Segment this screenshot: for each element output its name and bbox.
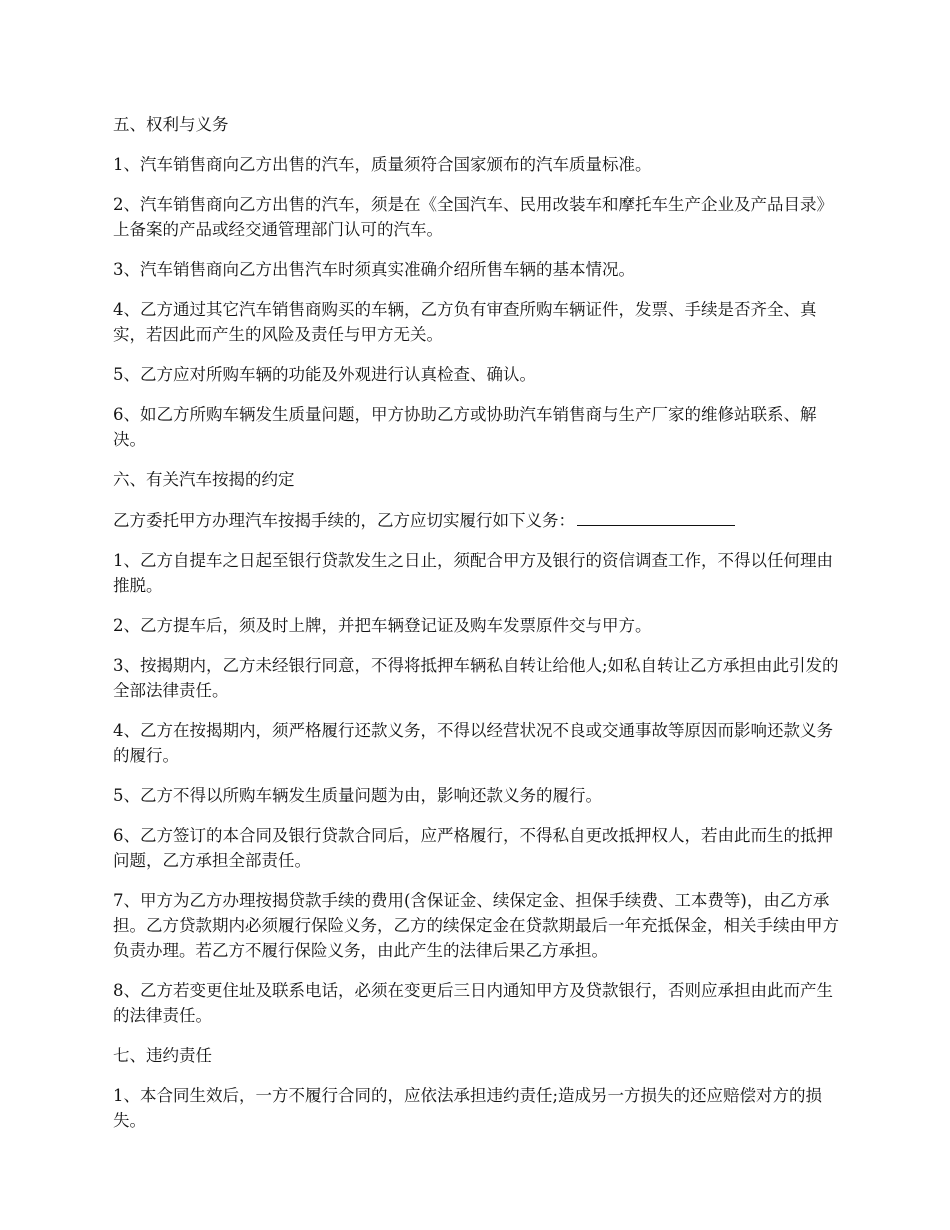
clause-5-6: 6、如乙方所购车辆发生质量问题，甲方协助乙方或协助汽车销售商与生产厂家的维修站联系、解决。 xyxy=(113,405,817,449)
section-heading-rights-obligations: 五、权利与义务 xyxy=(113,115,229,134)
document-body xyxy=(113,112,839,1148)
clause-7-1: 1、本合同生效后，一方不履行合同的，应依法承担违约责任;造成另一方损失的还应赔偿对方的损失。 xyxy=(113,1086,823,1130)
mortgage-intro-line xyxy=(113,507,839,533)
section-heading-mortgage: 六、有关汽车按揭的约定 xyxy=(113,470,295,489)
fill-in-blank-line xyxy=(577,507,735,526)
clause-6-1: 1、乙方自提车之日起至银行贷款发生之日止，须配合甲方及银行的资信调查工作，不得以任何理由推脱。 xyxy=(113,551,833,595)
section-heading-liability: 七、违约责任 xyxy=(113,1046,212,1065)
clause-6-8: 8、乙方若变更住址及联系电话，必须在变更后三日内通知甲方及贷款银行，否则应承担由此而产生的法律责任。 xyxy=(113,981,833,1025)
clause-6-4: 4、乙方在按揭期内，须严格履行还款义务，不得以经营状况不良或交通事故等原因而影响还款义务的履行。 xyxy=(113,721,833,765)
clause-5-1: 1、汽车销售商向乙方出售的汽车，质量须符合国家颁布的汽车质量标准。 xyxy=(113,155,652,174)
clause-6-2: 2、乙方提车后，须及时上牌，并把车辆登记证及购车发票原件交与甲方。 xyxy=(113,616,652,635)
clause-6-6: 6、乙方签订的本合同及银行贷款合同后，应严格履行，不得私自更改抵押权人，若由此而生的抵押问题，乙方承担全部责任。 xyxy=(113,826,833,870)
clause-6-7: 7、甲方为乙方办理按揭贷款手续的费用(含保证金、续保定金、担保手续费、工本费等)，由乙方承担。乙方贷款期内必须履行保险义务，乙方的续保定金在贷款期最后一年充抵保金，相关手续由甲方负责办理。若乙方不履行保险义务，由此产生的法律后果乙方承担。 xyxy=(113,891,839,960)
clause-5-2: 2、汽车销售商向乙方出售的汽车，须是在《全国汽车、民用改装车和摩托车生产企业及产品目录》上备案的产品或经交通管理部门认可的汽车。 xyxy=(113,195,833,239)
mortgage-intro-text: 乙方委托甲方办理汽车按揭手续的，乙方应切实履行如下义务： xyxy=(113,511,575,530)
clause-5-4: 4、乙方通过其它汽车销售商购买的车辆，乙方负有审查所购车辆证件，发票、手续是否齐全、真实，若因此而产生的风险及责任与甲方无关。 xyxy=(113,300,817,344)
clause-5-3: 3、汽车销售商向乙方出售汽车时须真实准确介绍所售车辆的基本情况。 xyxy=(113,260,635,279)
clause-6-3: 3、按揭期内，乙方未经银行同意，不得将抵押车辆私自转让给他人;如私自转让乙方承担由此引发的全部法律责任。 xyxy=(113,656,839,700)
clause-6-5: 5、乙方不得以所购车辆发生质量问题为由，影响还款义务的履行。 xyxy=(113,786,602,805)
clause-5-5: 5、乙方应对所购车辆的功能及外观进行认真检查、确认。 xyxy=(113,365,536,384)
